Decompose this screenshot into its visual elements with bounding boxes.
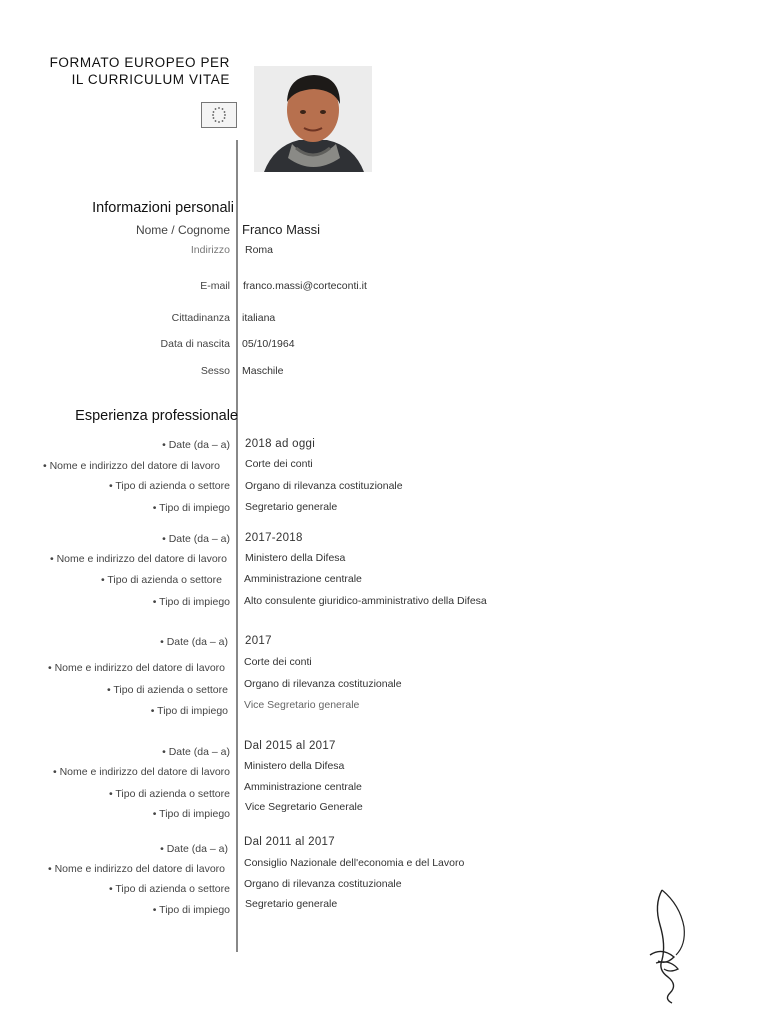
entry4-job: Vice Segretario Generale (245, 801, 363, 813)
entry2-employer-label: • Nome e indirizzo del datore di lavoro (49, 553, 227, 565)
entry4-employer-label: • Nome e indirizzo del datore di lavoro (52, 766, 230, 778)
entry1-job-label: • Tipo di impiego (152, 502, 230, 514)
entry2-job: Alto consulente giuridico-amministrativo della Difesa (244, 595, 487, 607)
entry3-employer: Corte dei conti (244, 656, 312, 668)
entry5-job: Segretario generale (245, 898, 338, 910)
entry1-employer: Corte dei conti (245, 458, 313, 470)
entry1-date-label: • Date (da – a) (162, 439, 230, 451)
personal-info-heading: Informazioni personali (92, 200, 234, 216)
entry5-job-label: • Tipo di impiego (152, 904, 230, 916)
address-label: Indirizzo (190, 244, 230, 256)
entry2-employer: Ministero della Difesa (245, 552, 346, 564)
entry2-type-label: • Tipo di azienda o settore (100, 574, 222, 586)
entry3-date-label: • Date (da – a) (160, 636, 228, 648)
address-value: Roma (245, 244, 274, 256)
entry5-employer: Consiglio Nazionale dell'economia e del Lavoro (244, 857, 465, 869)
entry4-date-label: • Date (da – a) (162, 746, 230, 758)
citizenship-label: Cittadinanza (171, 312, 230, 324)
entry1-date: 2018 ad oggi (245, 438, 316, 450)
entry3-type: Organo di rilevanza costituzionale (244, 678, 402, 690)
name-label: Nome / Cognome (135, 223, 230, 237)
cv-format-title-line2: IL CURRICULUM VITAE (71, 72, 230, 87)
column-divider (236, 140, 238, 952)
entry4-date: Dal 2015 al 2017 (244, 740, 336, 752)
entry1-type: Organo di rilevanza costituzionale (245, 480, 403, 492)
profile-photo (254, 66, 372, 172)
entry1-job: Segretario generale (245, 501, 338, 513)
entry2-date: 2017-2018 (245, 532, 303, 544)
entry2-date-label: • Date (da – a) (162, 533, 230, 545)
citizenship-value: italiana (242, 312, 276, 324)
entry4-type-label: • Tipo di azienda o settore (108, 788, 230, 800)
entry5-date: Dal 2011 al 2017 (244, 836, 335, 848)
entry1-employer-label: • Nome e indirizzo del datore di lavoro (42, 460, 220, 472)
entry2-type: Amministrazione centrale (244, 573, 362, 585)
entry4-type: Amministrazione centrale (244, 781, 362, 793)
entry5-date-label: • Date (da – a) (160, 843, 228, 855)
sex-value: Maschile (242, 365, 284, 377)
entry2-job-label: • Tipo di impiego (152, 596, 230, 608)
experience-heading: Esperienza professionale (75, 408, 238, 424)
sex-label: Sesso (200, 365, 230, 377)
eu-flag-icon (201, 102, 237, 128)
entry4-employer: Ministero della Difesa (244, 760, 345, 772)
handwritten-signature (640, 885, 700, 1005)
entry3-job-label: • Tipo di impiego (150, 705, 228, 717)
entry5-employer-label: • Nome e indirizzo del datore di lavoro (47, 863, 225, 875)
name-value: Franco Massi (242, 222, 321, 237)
entry3-employer-label: • Nome e indirizzo del datore di lavoro (47, 662, 225, 674)
cv-format-title (10, 54, 230, 88)
entry3-job: Vice Segretario generale (244, 699, 360, 711)
entry1-type-label: • Tipo di azienda o settore (108, 480, 230, 492)
email-value: franco.massi@corteconti.it (243, 280, 367, 292)
cv-format-title-line1: FORMATO EUROPEO PER (49, 55, 230, 70)
entry5-type-label: • Tipo di azienda o settore (108, 883, 230, 895)
email-label: E-mail (200, 280, 230, 292)
birthdate-label: Data di nascita (160, 338, 230, 350)
entry4-job-label: • Tipo di impiego (152, 808, 230, 820)
birthdate-value: 05/10/1964 (242, 338, 295, 350)
entry5-type: Organo di rilevanza costituzionale (244, 878, 402, 890)
entry3-date: 2017 (245, 635, 272, 647)
entry3-type-label: • Tipo di azienda o settore (106, 684, 228, 696)
